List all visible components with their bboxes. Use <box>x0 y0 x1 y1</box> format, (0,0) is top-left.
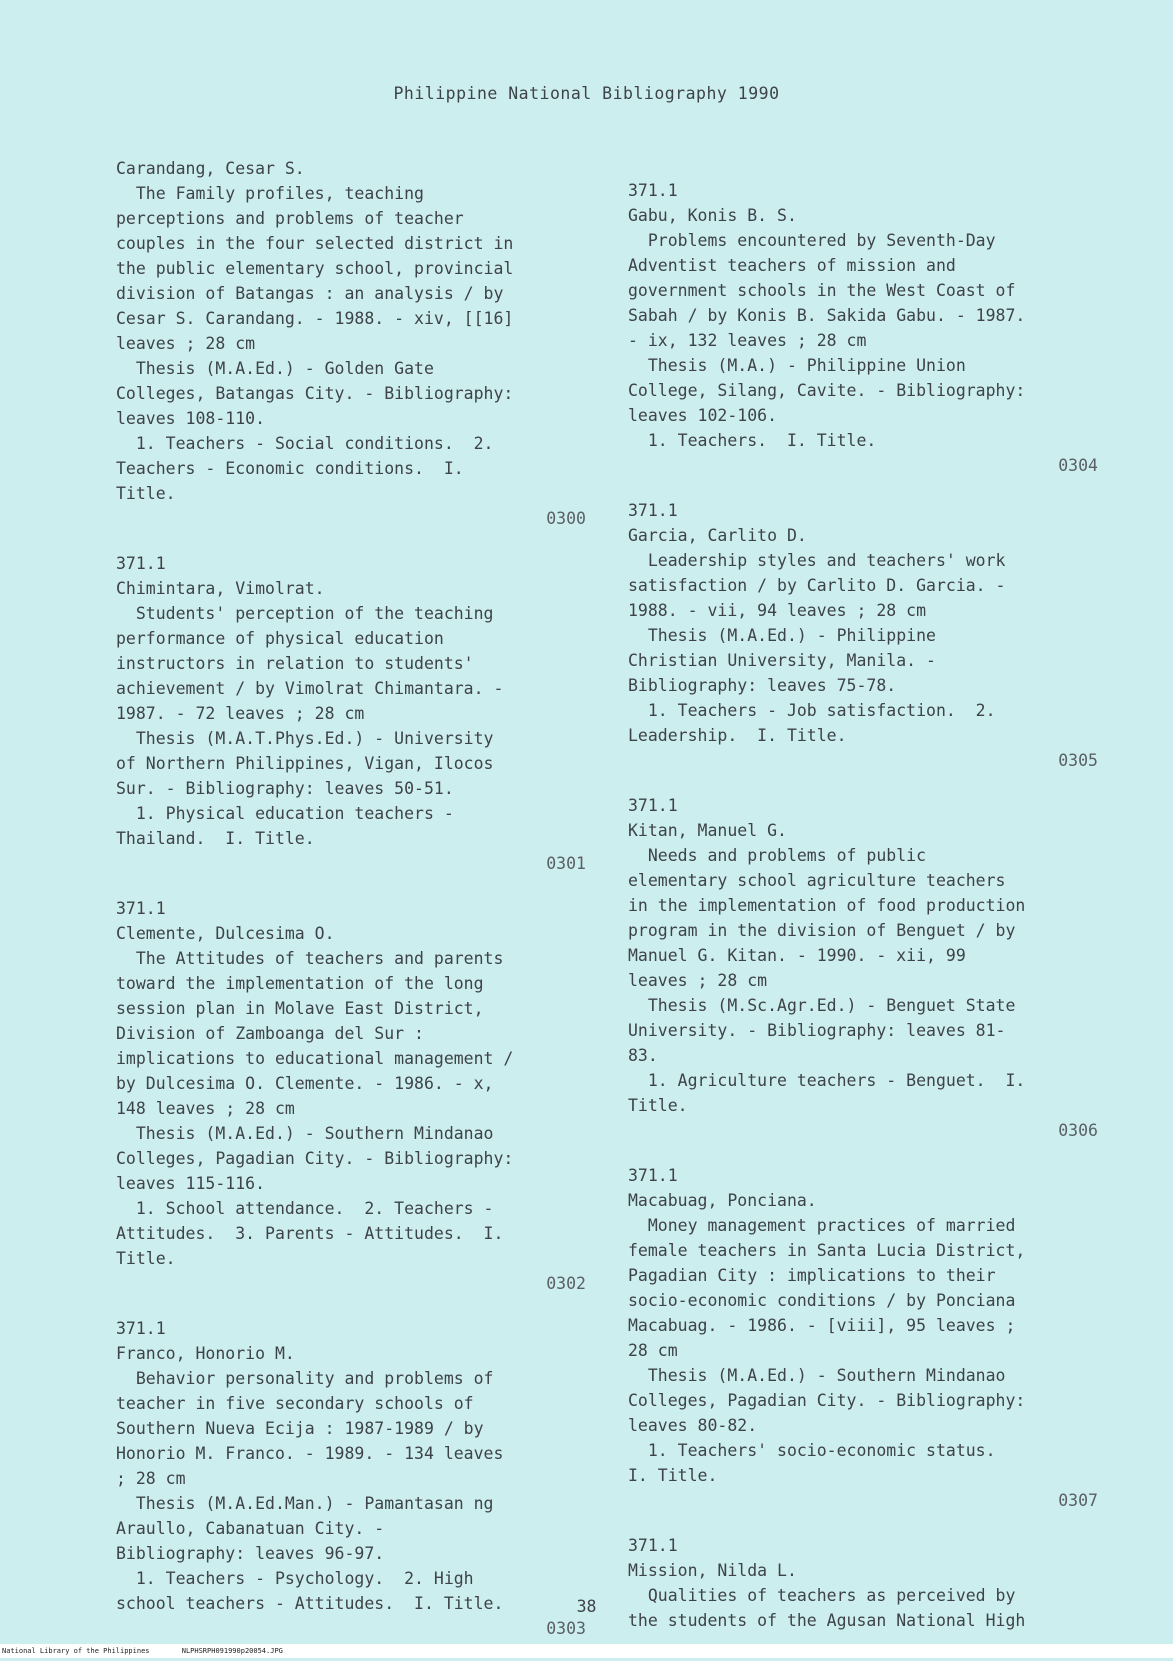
call-number: 371.1 <box>628 181 678 200</box>
entry-line: 148 leaves ; 28 cm <box>116 1099 295 1118</box>
entry-line: The Attitudes of teachers and parents <box>116 949 504 968</box>
call-number: 371.1 <box>628 1166 678 1185</box>
entry-line: Garcia, Carlito D. <box>628 526 807 545</box>
entry-line: Leadership styles and teachers' work <box>628 551 1006 570</box>
entry-line: Colleges, Pagadian City. - Bibliography: <box>628 1391 1026 1410</box>
entry-line: school teachers - Attitudes. I. Title. <box>116 1594 504 1613</box>
entry-line: by Dulcesima O. Clemente. - 1986. - x, <box>116 1074 494 1093</box>
entry-line: Title. <box>116 484 176 503</box>
entry-line: Adventist teachers of mission and <box>628 256 956 275</box>
entry-line: Carandang, Cesar S. <box>116 159 305 178</box>
entry-line: The Family profiles, teaching <box>116 184 424 203</box>
entry-line: Kitan, Manuel G. <box>628 821 787 840</box>
bibliography-entry <box>628 1163 1098 1513</box>
entry-line: leaves ; 28 cm <box>116 334 256 353</box>
entry-line: the public elementary school, provincial <box>116 259 514 278</box>
entry-line: Sur. - Bibliography: leaves 50-51. <box>116 779 454 798</box>
call-number: 371.1 <box>628 796 678 815</box>
entry-line: Thailand. I. Title. <box>116 829 315 848</box>
entry-line: College, Silang, Cavite. - Bibliography: <box>628 381 1026 400</box>
entry-line: Thesis (M.A.Ed.) - Southern Mindanao <box>628 1366 1006 1385</box>
entry-line: Gabu, Konis B. S. <box>628 206 797 225</box>
entry-line: Thesis (M.A.Ed.) - Philippine <box>628 626 936 645</box>
entry-line: teacher in five secondary schools of <box>116 1394 474 1413</box>
entry-line: socio-economic conditions / by Ponciana <box>628 1291 1016 1310</box>
bibliography-entry <box>116 156 586 531</box>
entry-line: implications to educational management / <box>116 1049 514 1068</box>
entry-line: Manuel G. Kitan. - 1990. - xii, 99 <box>628 946 966 965</box>
entry-line: Problems encountered by Seventh-Day <box>628 231 996 250</box>
entry-line: achievement / by Vimolrat Chimantara. - <box>116 679 504 698</box>
bibliography-entry <box>628 498 1098 773</box>
entry-line: Qualities of teachers as perceived by <box>628 1586 1016 1605</box>
entry-line: Araullo, Cabanatuan City. - <box>116 1519 385 1538</box>
entry-code: 0306 <box>1058 1121 1098 1140</box>
entry-line: Colleges, Pagadian City. - Bibliography: <box>116 1149 514 1168</box>
entry-line: 28 cm <box>628 1341 678 1360</box>
entry-line: Division of Zamboanga del Sur : <box>116 1024 424 1043</box>
entry-line: Cesar S. Carandang. - 1988. - xiv, [[16] <box>116 309 514 328</box>
entry-line: 1. Physical education teachers - <box>116 804 454 823</box>
entry-line: Thesis (M.A.) - Philippine Union <box>628 356 966 375</box>
entry-code: 0300 <box>546 509 586 528</box>
entry-line: Leadership. I. Title. <box>628 726 847 745</box>
entry-line: 1. Teachers. I. Title. <box>628 431 877 450</box>
entry-line: satisfaction / by Carlito D. Garcia. - <box>628 576 1006 595</box>
entry-line: toward the implementation of the long <box>116 974 484 993</box>
entry-line: Honorio M. Franco. - 1989. - 134 leaves <box>116 1444 504 1463</box>
entry-line: the students of the Agusan National High <box>628 1611 1026 1630</box>
entry-line: Thesis (M.A.Ed.Man.) - Pamantasan ng <box>116 1494 494 1513</box>
entry-line: Southern Nueva Ecija : 1987-1989 / by <box>116 1419 484 1438</box>
entry-line: ; 28 cm <box>116 1469 186 1488</box>
call-number: 371.1 <box>116 1319 166 1338</box>
entry-line: 1. Agriculture teachers - Benguet. I. <box>628 1071 1026 1090</box>
library-name: National Library of the Philippines <box>2 1647 150 1655</box>
right-column <box>628 178 1098 1653</box>
entry-line: Christian University, Manila. - <box>628 651 936 670</box>
entry-line: Bibliography: leaves 75-78. <box>628 676 897 695</box>
entry-line: Colleges, Batangas City. - Bibliography: <box>116 384 514 403</box>
entry-line: 1987. - 72 leaves ; 28 cm <box>116 704 365 723</box>
entry-line: Teachers - Economic conditions. I. <box>116 459 464 478</box>
entry-line: elementary school agriculture teachers <box>628 871 1006 890</box>
entry-line: Title. <box>628 1096 688 1115</box>
entry-line: 83. <box>628 1046 658 1065</box>
entry-line: 1988. - vii, 94 leaves ; 28 cm <box>628 601 927 620</box>
bibliography-entry <box>628 793 1098 1143</box>
call-number: 371.1 <box>628 1536 678 1555</box>
entry-line: - ix, 132 leaves ; 28 cm <box>628 331 867 350</box>
page-title: Philippine National Bibliography 1990 <box>393 84 780 103</box>
entry-line: Macabuag, Ponciana. <box>628 1191 817 1210</box>
entry-line: leaves 80-82. <box>628 1416 758 1435</box>
bibliography-entry <box>116 1316 586 1641</box>
entry-line: leaves 115-116. <box>116 1174 266 1193</box>
entry-code: 0304 <box>1058 456 1098 475</box>
entry-line: 1. Teachers - Job satisfaction. 2. <box>628 701 996 720</box>
entry-line: of Northern Philippines, Vigan, Ilocos <box>116 754 494 773</box>
entry-line: Thesis (M.A.Ed.) - Southern Mindanao <box>116 1124 494 1143</box>
entry-line: division of Batangas : an analysis / by <box>116 284 504 303</box>
entry-line: couples in the four selected district in <box>116 234 514 253</box>
entry-line: 1. Teachers - Psychology. 2. High <box>116 1569 474 1588</box>
file-reference: NLPHSRPH091990p20054.JPG <box>181 1647 283 1655</box>
scan-footer <box>0 1644 1173 1658</box>
entry-line: Bibliography: leaves 96-97. <box>116 1544 385 1563</box>
entry-code: 0305 <box>1058 751 1098 770</box>
call-number: 371.1 <box>116 554 166 573</box>
entry-code: 0307 <box>1058 1491 1098 1510</box>
entry-line: session plan in Molave East District, <box>116 999 484 1018</box>
entry-line: Chimintara, Vimolrat. <box>116 579 325 598</box>
entry-line: Franco, Honorio M. <box>116 1344 295 1363</box>
entry-line: performance of physical education <box>116 629 444 648</box>
entry-line: leaves 108-110. <box>116 409 266 428</box>
entry-line: Macabuag. - 1986. - [viii], 95 leaves ; <box>628 1316 1016 1335</box>
bibliography-entry <box>628 178 1098 478</box>
call-number: 371.1 <box>628 501 678 520</box>
entry-line: Clemente, Dulcesima O. <box>116 924 335 943</box>
entry-line: government schools in the West Coast of <box>628 281 1016 300</box>
entry-code: 0303 <box>546 1619 586 1638</box>
entry-line: Thesis (M.A.Ed.) - Golden Gate <box>116 359 434 378</box>
entry-line: Pagadian City : implications to their <box>628 1266 996 1285</box>
entry-line: Thesis (M.A.T.Phys.Ed.) - University <box>116 729 494 748</box>
entry-line: Behavior personality and problems of <box>116 1369 494 1388</box>
entry-line: Students' perception of the teaching <box>116 604 494 623</box>
entry-line: University. - Bibliography: leaves 81- <box>628 1021 1006 1040</box>
entry-line: Money management practices of married <box>628 1216 1016 1235</box>
bibliography-entry <box>628 1533 1098 1633</box>
bibliography-entry <box>116 896 586 1296</box>
page-number: 38 <box>576 1597 597 1616</box>
entry-line: leaves 102-106. <box>628 406 778 425</box>
entry-line: Attitudes. 3. Parents - Attitudes. I. <box>116 1224 504 1243</box>
entry-line: female teachers in Santa Lucia District, <box>628 1241 1026 1260</box>
entry-line: perceptions and problems of teacher <box>116 209 464 228</box>
entry-line: Thesis (M.Sc.Agr.Ed.) - Benguet State <box>628 996 1016 1015</box>
entry-line: Title. <box>116 1249 176 1268</box>
entry-line: Mission, Nilda L. <box>628 1561 797 1580</box>
entry-line: instructors in relation to students' <box>116 654 474 673</box>
entry-line: program in the division of Benguet / by <box>628 921 1016 940</box>
entry-line: leaves ; 28 cm <box>628 971 768 990</box>
entry-line: Sabah / by Konis B. Sakida Gabu. - 1987. <box>628 306 1026 325</box>
entry-line: Needs and problems of public <box>628 846 927 865</box>
entry-line: 1. Teachers - Social conditions. 2. <box>116 434 494 453</box>
entry-line: 1. Teachers' socio-economic status. <box>628 1441 996 1460</box>
call-number: 371.1 <box>116 899 166 918</box>
entry-code: 0301 <box>546 854 586 873</box>
entry-line: in the implementation of food production <box>628 896 1026 915</box>
entry-line: I. Title. <box>628 1466 718 1485</box>
entry-code: 0302 <box>546 1274 586 1293</box>
bibliography-entry <box>116 551 586 876</box>
left-column <box>116 156 586 1661</box>
entry-line: 1. School attendance. 2. Teachers - <box>116 1199 494 1218</box>
